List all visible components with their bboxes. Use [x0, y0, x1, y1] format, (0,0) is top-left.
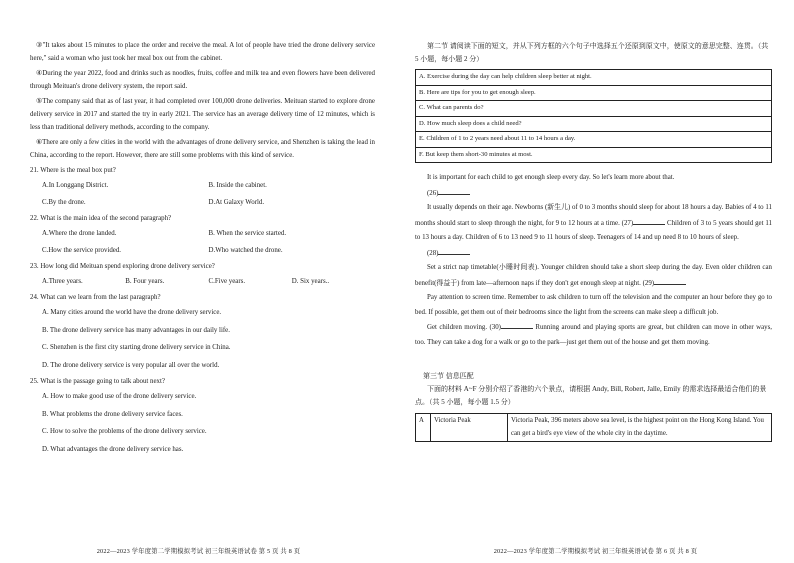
section-3-intro: 下面的材料 A~F 分别介绍了香港的六个景点，请根据 Andy, Bill, Robert, Jalle, Emily 的需求选择最适合他们的景点。（共 5 小题，每小题 1.5 分） — [415, 385, 767, 406]
sentence-options-box — [415, 69, 772, 163]
option-a: A.Where the drone landed. — [42, 230, 117, 238]
table-row — [416, 414, 772, 442]
section-2-title: 第二节 请阅读下面的短文，并从下列方框的六个句子中选择五个还原到原文中，使原文的意思完整、连贯。（共 5 小题，每小题 2 分） — [415, 42, 769, 63]
blank-30-label: (30) — [489, 324, 501, 331]
option-c: C.How the service provided. — [42, 247, 122, 255]
option-c: C. Shenzhen is the first city starting drone delivery service in China. — [42, 344, 231, 352]
blank-29-label: (29) — [642, 279, 655, 287]
sentence-option-b: B. Here are tips for you to get enough sleep. — [416, 85, 772, 101]
sentence-option-e: E. Children of 1 to 2 years need about 11 to 14 hours a day. — [416, 132, 772, 148]
blank-28[interactable] — [438, 246, 470, 255]
info-match-table — [415, 413, 772, 442]
question-25 — [30, 376, 375, 458]
question-stem: 22. What is the main idea of the second paragraph? — [30, 215, 172, 223]
passage-paragraph-1: It is important for each child to get enough sleep every day. So let's learn more about that. — [427, 174, 675, 181]
sleep-passage — [415, 171, 772, 350]
sentence-option-d: D. How much sleep does a child need? — [416, 116, 772, 132]
question-23 — [30, 261, 375, 290]
question-22 — [30, 213, 375, 259]
row-letter: A — [416, 414, 431, 442]
sentence-option-a: A. Exercise during the day can help children sleep better at night. — [416, 70, 772, 86]
option-b: B. Four years. — [125, 278, 165, 286]
passage-text: Running around and playing sports are great, but children can move in other ways, too. They can take a dog for a walk or go to the park—just get them out of the house and get them moving. — [415, 324, 772, 346]
question-stem: 25. What is the passage going to talk about next? — [30, 378, 165, 386]
paragraph-4: ④During the year 2022, food and drinks such as noodles, fruits, coffee and milk tea and even flowers have been delivered through Meituan's drone delivery system, the report said. — [30, 70, 375, 90]
sentence-option-f: F. But keep them short-30 minutes at most. — [416, 147, 772, 163]
paragraph-5: ⑤The company said that as of last year, it had completed over 100,000 drone deliveries. Meituan started to explore drone delivery service in 2017 and started the try in early 2021. The service has an average delivery time of 12 minutes, which is less than traditional delivery methods, according to the company. — [30, 98, 375, 131]
right-page — [397, 0, 794, 563]
question-stem: 23. How long did Meituan spend exploring drone delivery service? — [30, 263, 215, 271]
section-3-title: 第三节 信息匹配 — [423, 372, 474, 380]
option-b: B. The drone delivery service has many advantages in our daily life. — [42, 326, 230, 334]
passage-paragraph-2 — [415, 201, 772, 246]
question-stem: 24. What can we learn from the last paragraph? — [30, 294, 161, 302]
question-21 — [30, 165, 375, 211]
passage-text: Set a strict nap timetable(小睡时间表). Younger children should take a short sleep during the day. Even older children can benefit(得益于) from late—afternoon naps if they don't get enough sleep at night. — [415, 264, 772, 287]
option-c: C.Five years. — [208, 278, 246, 286]
option-b: B. When the service started. — [208, 230, 287, 238]
blank-26-label: (26) — [427, 189, 439, 197]
blank-27-label: (27) — [621, 219, 634, 227]
row-description: Victoria Peak, 396 meters above sea level, is the highest point on the Hong Kong Island. You can get a bird's eye view of the whole city in the daytime. — [508, 414, 772, 442]
passage-paragraph-5 — [415, 320, 772, 350]
blank-26-line — [415, 186, 772, 202]
row-place: Victoria Peak — [431, 414, 508, 442]
passage-paragraph-4: Pay attention to screen time. Remember to ask children to turn off the television and the computer an hour before they go to bed. If possible, get them out of their bedrooms since the light from the screens can make sleep a difficult job. — [415, 294, 772, 316]
passage-text: Children of 3 to 5 years should get 11 to 13 hours a day. Children of 6 to 13 need 9 to 11 hours of sleep. Teenagers of 14 and up need 8 to 10 hours of sleep. — [415, 219, 773, 241]
blank-30[interactable] — [501, 320, 533, 329]
passage-text: It usually depends on their age. Newborns (新生儿) of 0 to 3 months should sleep for about 18 hours a day. Babies of 4 to 11 months should start to sleep through the night, for 9 to 12 hours at a time. — [415, 204, 772, 227]
option-d: D.At Galaxy World. — [208, 199, 265, 207]
sentence-option-c: C. What can parents do? — [416, 101, 772, 117]
blank-29[interactable] — [654, 276, 686, 285]
passage-paragraph-3 — [415, 261, 772, 291]
paragraph-3: ③"It takes about 15 minutes to place the order and receive the meal. A lot of people have tried the drone delivery service here," said a woman who just took her meal box out from the cabinet. — [30, 42, 375, 62]
passage-text: Get children moving. — [427, 324, 490, 331]
option-c: C. How to solve the problems of the drone delivery service. — [42, 428, 207, 436]
option-b: B. Inside the cabinet. — [208, 182, 267, 190]
blank-28-label: (28) — [427, 249, 439, 257]
option-a: A. How to make good use of the drone delivery service. — [42, 393, 197, 401]
option-d: D. Six years.. — [291, 278, 330, 286]
option-d: D.Who watched the drone. — [208, 247, 283, 255]
blank-28-line — [415, 246, 772, 262]
paragraph-6: ⑥There are only a few cities in the world with the advantages of drone delivery service, and Shenzhen is taking the lead in China, according to the report. However, there are still some problems with this kind of service. — [30, 139, 375, 159]
option-d: D. The drone delivery service is very popular all over the world. — [42, 361, 220, 369]
option-c: C.By the drone. — [42, 199, 86, 207]
option-a: A.In Longgang District. — [42, 182, 109, 190]
page-footer: 2022—2023 学年度第二学期模拟考试 初三年级英语试卷 第 6 页 共 8 页 — [493, 548, 698, 555]
question-24 — [30, 292, 375, 374]
blank-26[interactable] — [438, 186, 470, 195]
page-footer: 2022—2023 学年度第二学期模拟考试 初三年级英语试卷 第 5 页 共 8 页 — [96, 548, 301, 555]
option-a: A.Three years. — [42, 278, 83, 286]
blank-27[interactable] — [633, 216, 665, 225]
option-d: D. What advantages the drone delivery service has. — [42, 445, 184, 453]
option-b: B. What problems the drone delivery service faces. — [42, 410, 183, 418]
question-stem: 21. Where is the meal box put? — [30, 167, 116, 175]
option-a: A. Many cities around the world have the drone delivery service. — [42, 309, 222, 317]
